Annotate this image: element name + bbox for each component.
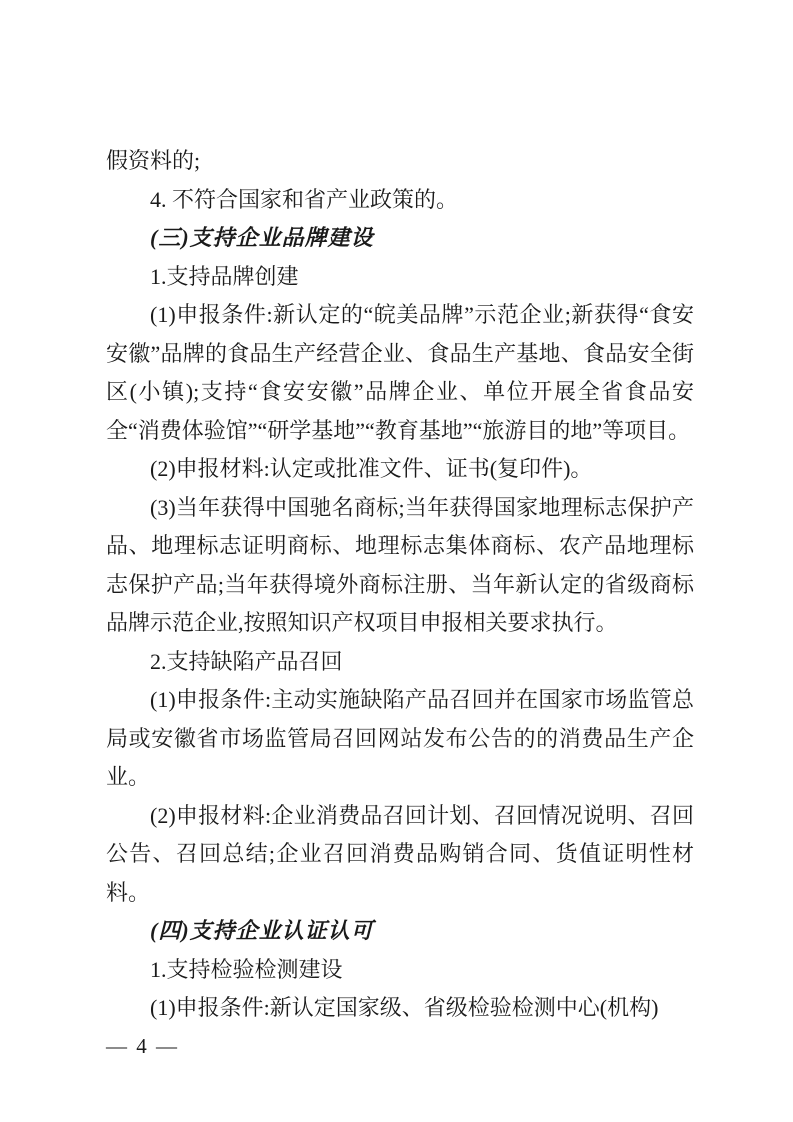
section-heading-4: (四)支持企业认证认可	[150, 918, 374, 943]
page-number: — 4 —	[106, 1034, 179, 1058]
subsection-title-inspection-testing: 1.支持检验检测建设	[150, 956, 343, 982]
subsection-title-defective-product-recall: 2.支持缺陷产品召回	[150, 648, 343, 674]
paragraph-application-materials-brand: (2)申报材料:认定或批准文件、证书(复印件)。	[150, 456, 593, 481]
paragraph-continuation: 假资料的;	[106, 148, 201, 173]
paragraph-application-materials-recall: (2)申报材料:企业消费品召回计划、召回情况说明、召回公告、召回总结;企业召回消费品购销合同、货值证明性材料。	[106, 802, 694, 905]
page-footer	[106, 1032, 179, 1060]
paragraph-application-conditions-testing: (1)申报条件:新认定国家级、省级检验检测中心(机构)	[150, 995, 659, 1020]
document-body	[106, 142, 694, 1028]
subsection-title-brand-creation: 1.支持品牌创建	[150, 263, 299, 289]
paragraph-trademark-provisions: (3)当年获得中国驰名商标;当年获得国家地理标志保护产品、地理标志证明商标、地理标志集体商标、农产品地理标志保护产品;当年获得境外商标注册、当年新认定的省级商标品牌示范企业,按照知识产权项目申报相关要求执行。	[106, 494, 694, 635]
section-heading-3: (三)支持企业品牌建设	[150, 225, 374, 250]
paragraph-application-conditions-brand: (1)申报条件:新认定的“皖美品牌”示范企业;新获得“食安安徽”品牌的食品生产经营企业、食品生产基地、食品安全街区(小镇);支持“食安安徽”品牌企业、单位开展全省食品安全“消费体验馆”“研学基地”“教育基地”“旅游目的地”等项目。	[106, 302, 694, 443]
paragraph-application-conditions-recall: (1)申报条件:主动实施缺陷产品召回并在国家市场监管总局或安徽省市场监管局召回网站发布公告的的消费品生产企业。	[106, 687, 694, 789]
paragraph-list-item-4: 4. 不符合国家和省产业政策的。	[150, 186, 459, 212]
